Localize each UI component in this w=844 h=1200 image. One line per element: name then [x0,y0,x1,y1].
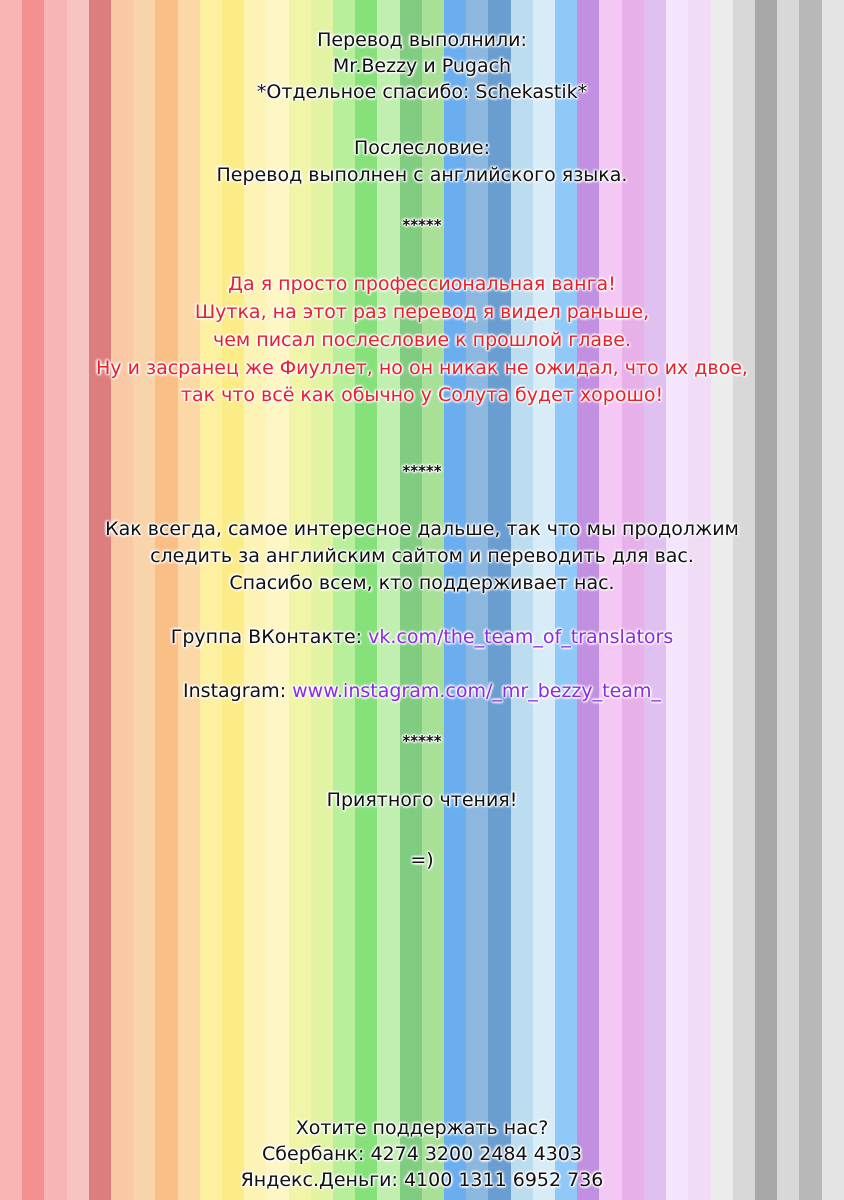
message-line-1: Как всегда, самое интересное дальше, так что мы продолжим [105,518,739,540]
note-line-3: чем писал послесловие к прошлой главе. [212,329,631,351]
note-line-2: Шутка, на этот раз перевод я видел раньше, [194,301,650,323]
afterword-line-1: Перевод выполнен с английского языка. [216,164,628,186]
afterword-title: Послесловие: [353,137,491,159]
message-line-2: следить за английским сайтом и переводить для вас. [150,545,694,567]
support-sberbank: Сбербанк: 4274 3200 2484 4303 [262,1143,582,1165]
credits-line-3: *Отдельное спасибо: Schekastik* [256,81,588,103]
note-line-1: Да я просто профессиональная ванга! [228,273,616,295]
vk-label: Группа ВКонтакте: [170,626,369,648]
support-line-1: Хотите поддержать нас? [295,1117,549,1139]
message-line-3: Спасибо всем, кто поддерживает нас. [229,572,615,594]
instagram-line [0,679,844,703]
vk-link[interactable]: vk.com/the_team_of_translators [368,626,674,648]
closing-line-1: Приятного чтения! [326,789,518,811]
instagram-label: Instagram: [183,680,293,702]
credits-line-2: Mr.Bezzy и Pugach [332,55,512,77]
note-line-5: так что всё как обычно у Солута будет хорошо! [180,384,664,406]
note-line-4: Ну и засранец же Фиуллет, но он никак не ожидал, что их двое, [96,357,748,379]
instagram-link[interactable]: www.instagram.com/_mr_bezzy_team_ [292,680,661,702]
support-yandex-money: Яндекс.Деньги: 4100 1311 6952 736 [240,1169,604,1191]
closing-smiley: =) [410,849,434,871]
separator-3: ***** [402,732,442,750]
separator-1: ***** [402,216,442,234]
separator-2: ***** [402,462,442,480]
vk-group-line [0,625,844,649]
credits-line-1: Перевод выполнили: [317,29,527,51]
